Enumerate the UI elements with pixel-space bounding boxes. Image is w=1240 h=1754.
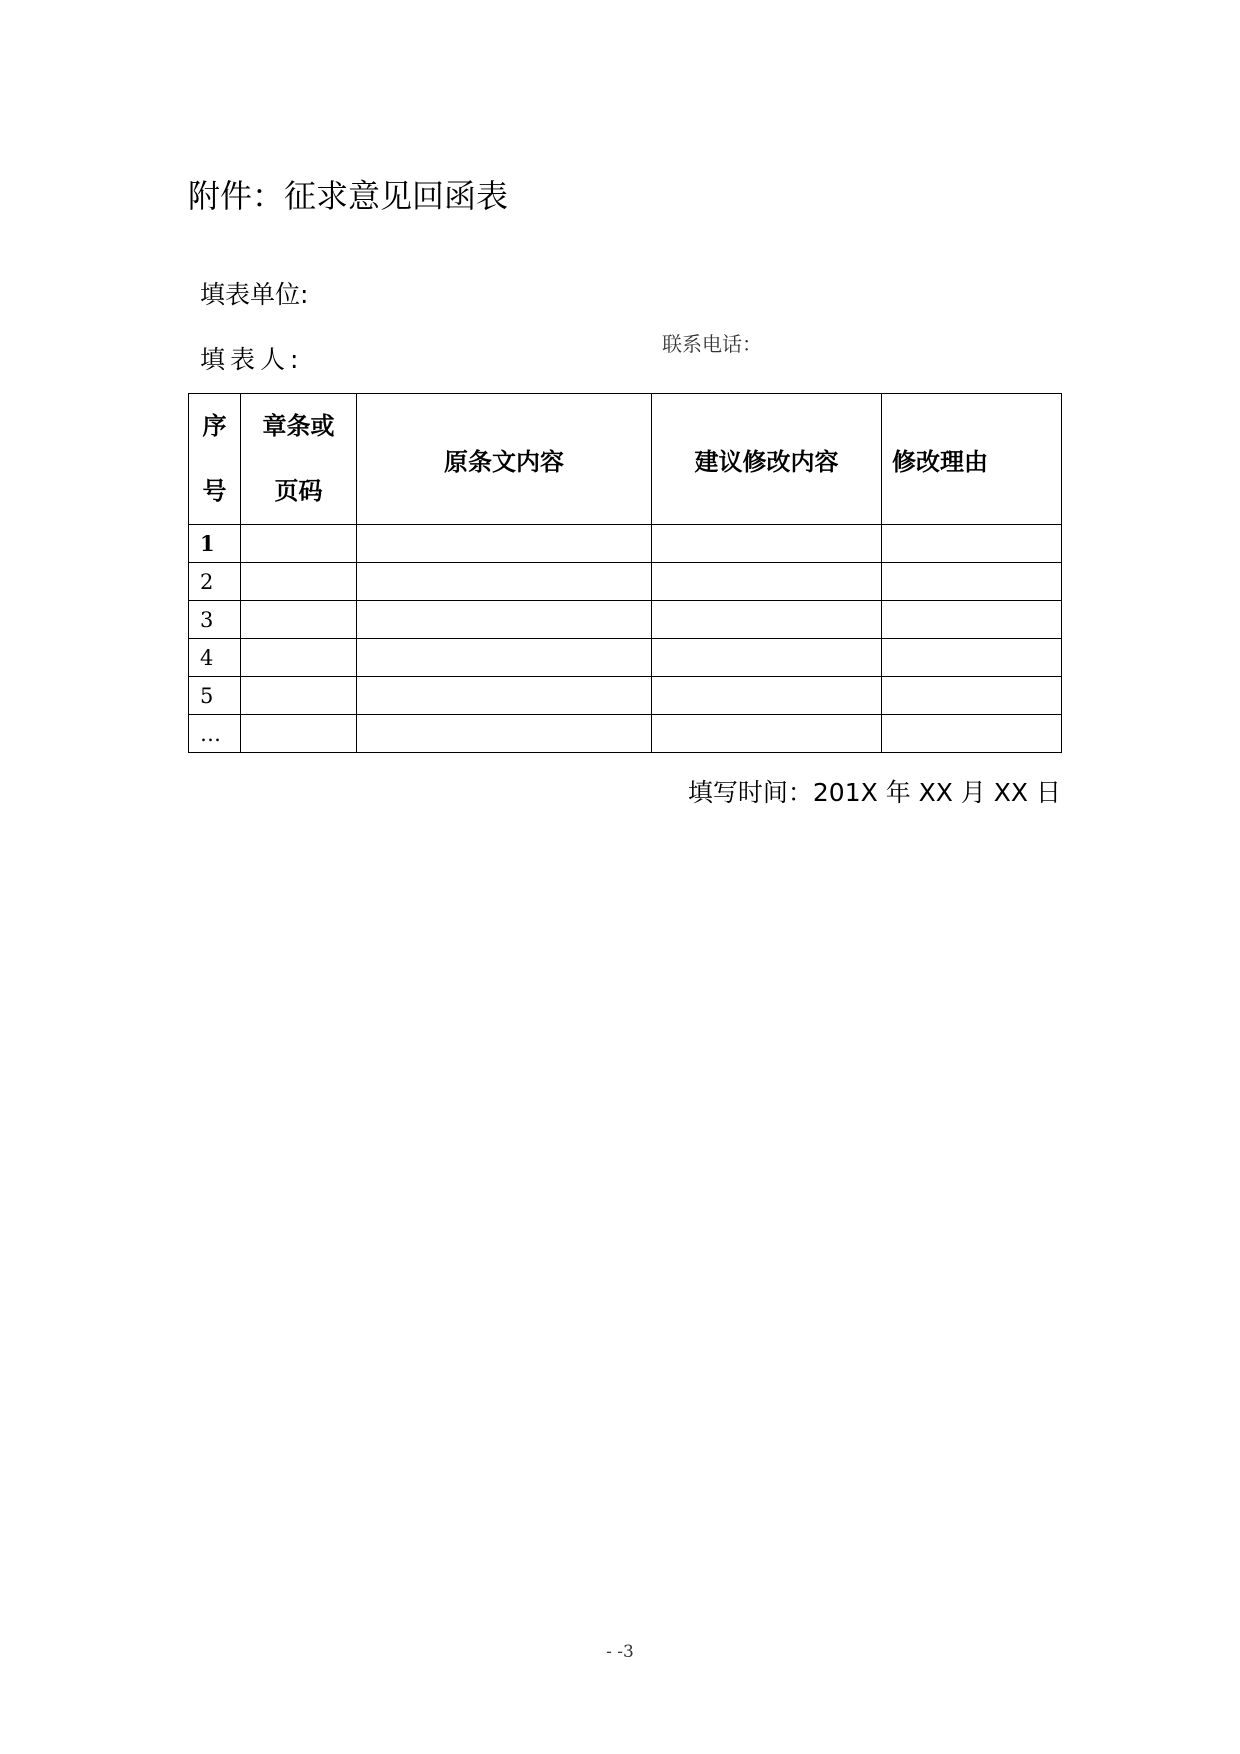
row-reason: [882, 525, 1062, 563]
header-chapter-line2: 页码: [274, 477, 323, 505]
row-serial: 1: [189, 525, 241, 563]
page-number: - -3: [606, 1642, 634, 1662]
row-chapter: [241, 563, 357, 601]
row-original: [357, 677, 652, 715]
header-serial-line1: 序: [202, 412, 227, 440]
row-original: [357, 639, 652, 677]
fill-time: 填写时间：201X 年 XX 月 XX 日: [687, 778, 1061, 807]
row-original: [357, 601, 652, 639]
row-suggested: [652, 563, 882, 601]
row-chapter: [241, 715, 357, 753]
header-serial-line2: 号: [202, 477, 227, 505]
row-reason: [882, 563, 1062, 601]
row-serial: 3: [189, 601, 241, 639]
header-reason: 修改理由: [882, 394, 1062, 525]
header-chapter: [241, 394, 357, 525]
table-row: [189, 677, 1062, 715]
row-reason: [882, 715, 1062, 753]
header-serial: [189, 394, 241, 525]
row-chapter: [241, 639, 357, 677]
feedback-table: [188, 393, 1062, 753]
row-suggested: [652, 677, 882, 715]
row-chapter: [241, 601, 357, 639]
page-title: 附件：征求意见回函表: [188, 177, 509, 215]
table-row: [189, 525, 1062, 563]
row-serial: 4: [189, 639, 241, 677]
row-reason: [882, 601, 1062, 639]
row-reason: [882, 677, 1062, 715]
row-suggested: [652, 601, 882, 639]
table-row: [189, 715, 1062, 753]
row-suggested: [652, 525, 882, 563]
header-chapter-line1: 章条或: [262, 412, 335, 440]
row-chapter: [241, 525, 357, 563]
header-suggested-content: 建议修改内容: [652, 394, 882, 525]
table-row: [189, 563, 1062, 601]
row-original: [357, 525, 652, 563]
row-reason: [882, 639, 1062, 677]
row-chapter: [241, 677, 357, 715]
contact-phone-label: 联系电话：: [662, 332, 762, 356]
table-row: [189, 601, 1062, 639]
table-header-row: [189, 394, 1062, 525]
table-row: [189, 639, 1062, 677]
row-original: [357, 563, 652, 601]
row-serial: 5: [189, 677, 241, 715]
header-original-content: 原条文内容: [357, 394, 652, 525]
row-suggested: [652, 715, 882, 753]
row-serial: 2: [189, 563, 241, 601]
fill-unit-label: 填表单位:: [200, 280, 309, 309]
row-original: [357, 715, 652, 753]
fill-person-label: 填表人:: [200, 345, 304, 374]
row-serial: …: [189, 715, 241, 753]
row-suggested: [652, 639, 882, 677]
